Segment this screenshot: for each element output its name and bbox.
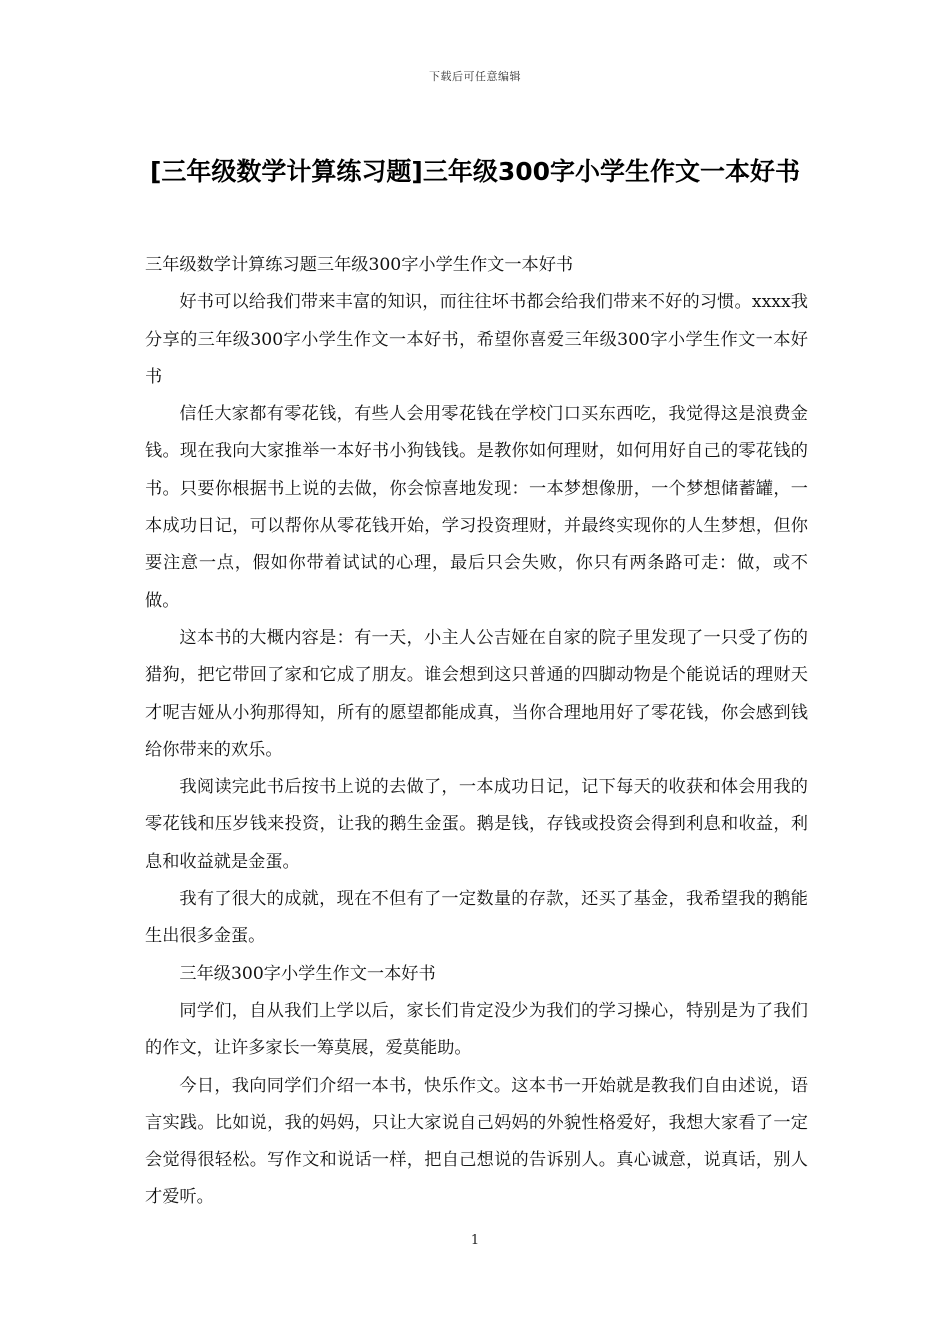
paragraph: 信任大家都有零花钱，有些人会用零花钱在学校门口买东西吃，我觉得这是浪费金钱。现在我向大家推举一本好书小狗钱钱。是教你如何理财，如何用好自己的零花钱的书。只要你根据书上说的去做，你会惊喜地发现：一本梦想像册，一个梦想储蓄罐，一本成功日记，可以帮你从零花钱开始，学习投资理财，并最终实现你的人生梦想，但你要注意一点，假如你带着试试的心理，最后只会失败，你只有两条路可走：做，或不做。 xyxy=(145,404,808,611)
paragraph: 我阅读完此书后按书上说的去做了，一本成功日记，记下每天的收获和体会用我的零花钱和压岁钱来投资，让我的鹅生金蛋。鹅是钱，存钱或投资会得到利息和收益，利息和收益就是金蛋。 xyxy=(145,777,808,872)
document-title: [三年级数学计算练习题]三年级300字小学生作文一本好书 xyxy=(149,157,801,186)
header-note: 下载后可任意编辑 xyxy=(429,70,521,83)
paragraph: 我有了很大的成就，现在不但有了一定数量的存款，还买了基金，我希望我的鹅能生出很多金蛋。 xyxy=(145,889,808,947)
paragraph: 今日，我向同学们介绍一本书，快乐作文。这本书一开始就是教我们自由述说，语言实践。比如说，我的妈妈，只让大家说自己妈妈的外貌性格爱好，我想大家看了一定会觉得很轻松。写作文和说话一样，把自己想说的告诉别人。真心诚意，说真话，别人才爱听。 xyxy=(145,1075,808,1208)
paragraph: 同学们，自从我们上学以后，家长们肯定没少为我们的学习操心，特别是为了我们的作文，让许多家长一筹莫展，爱莫能助。 xyxy=(145,1000,808,1059)
document-body xyxy=(145,247,808,1217)
page-number: 1 xyxy=(470,1233,480,1248)
paragraph: 好书可以给我们带来丰富的知识，而往往坏书都会给我们带来不好的习惯。xxxx我分享的三年级300字小学生作文一本好书，希望你喜爱三年级300字小学生作文一本好书 xyxy=(145,292,808,387)
intro-line: 三年级数学计算练习题三年级300字小学生作文一本好书 xyxy=(145,255,574,275)
section-subheading: 三年级300字小学生作文一本好书 xyxy=(179,963,436,984)
paragraph: 这本书的大概内容是：有一天，小主人公吉娅在自家的院子里发现了一只受了伤的猎狗，把它带回了家和它成了朋友。谁会想到这只普通的四脚动物是个能说话的理财天才呢吉娅从小狗那得知，所有的愿望都能成真，当你合理地用好了零花钱，你会感到钱给你带来的欢乐。 xyxy=(145,627,808,760)
